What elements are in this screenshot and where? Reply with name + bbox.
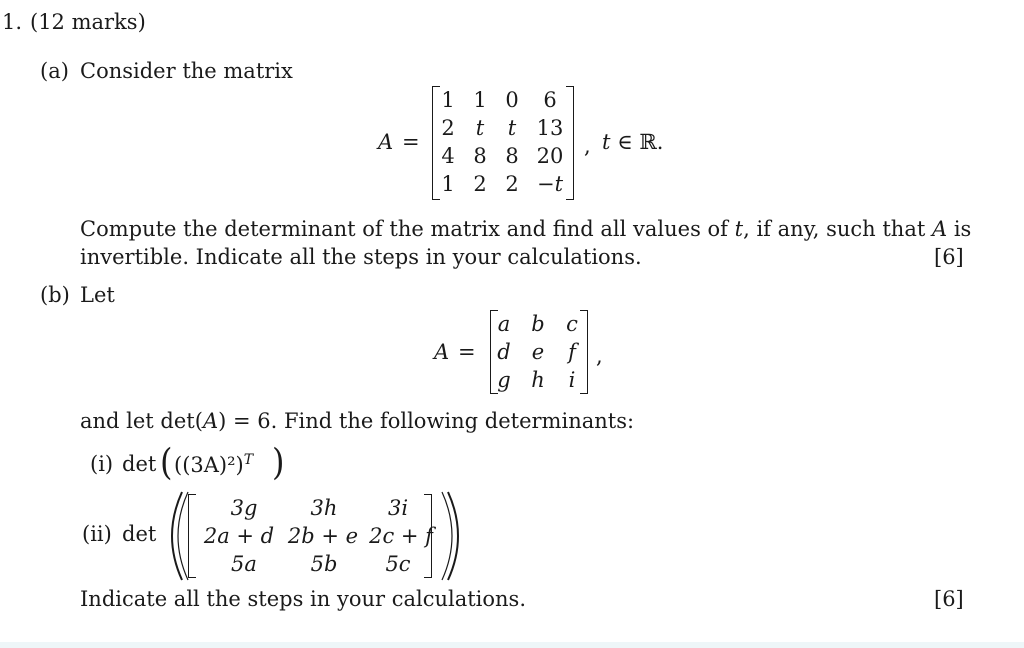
matrix-a-cell: 0 <box>505 88 519 112</box>
part-a-label: (a) <box>40 59 69 83</box>
text-segment: , if any, such that <box>743 217 926 241</box>
matrix-b-cell: d <box>497 340 511 364</box>
text-segment: and let det( <box>80 409 203 433</box>
sub-ii-cell: 3h <box>310 496 338 520</box>
sub-ii-cell: 2b + e <box>287 524 359 548</box>
matrix-b-cell: c <box>566 312 578 336</box>
matrix-a-cell: 8 <box>473 144 487 168</box>
part-a-intro: Consider the matrix <box>80 59 293 83</box>
sub-ii-det: det <box>122 522 157 546</box>
bottom-strip <box>0 642 1024 648</box>
matrix-b <box>490 310 588 394</box>
matrix-a-cell: 1 <box>473 88 487 112</box>
part-a-text-line1 <box>80 217 971 241</box>
part-b-marks: [6] <box>934 587 964 611</box>
matrix-a-cell: 4 <box>441 144 455 168</box>
matrix-b-cell: a <box>497 312 511 336</box>
sub-ii-label: (ii) <box>82 522 112 546</box>
matrix-a-equals: = <box>402 130 420 154</box>
matrix-b-cell: h <box>531 368 545 392</box>
a-variable: A <box>931 217 948 241</box>
matrix-b-cell: i <box>568 368 576 392</box>
sub-i-inner: ((3A)²) <box>174 453 244 477</box>
matrix-a-cell: 8 <box>505 144 519 168</box>
part-b-intro: Let <box>80 283 115 307</box>
sub-i-left-paren: ( <box>160 440 173 484</box>
sub-ii-matrix <box>188 494 432 578</box>
part-b-closing: Indicate all the steps in your calculations. <box>80 587 526 611</box>
matrix-a-cell: 20 <box>536 144 564 168</box>
part-b-label: (b) <box>40 283 70 307</box>
sub-ii-cell: 5c <box>385 552 411 576</box>
matrix-a-cell: −t <box>536 172 564 196</box>
matrix-b-cell: f <box>568 340 576 364</box>
sub-ii-cell: 2a + d <box>203 524 275 548</box>
matrix-b-name: A <box>434 340 450 364</box>
text-segment: Compute the determinant of the matrix and find all values of <box>80 217 728 241</box>
a-variable: A <box>202 409 219 433</box>
sub-i-label: (i) <box>90 452 114 476</box>
real-set-text: ∈ ℝ. <box>610 130 664 154</box>
matrix-b-cell: b <box>531 312 545 336</box>
matrix-a-cell: t <box>507 116 517 140</box>
text-segment: ) = 6. Find the following determinants: <box>218 409 635 433</box>
matrix-a-suffix-comma: , <box>584 134 591 158</box>
sub-ii-outer-left-paren <box>160 490 190 582</box>
sub-ii-cell: 3g <box>230 496 258 520</box>
matrix-a-name: A <box>378 130 394 154</box>
matrix-a-cell: 1 <box>441 172 455 196</box>
matrix-a-cell: 13 <box>536 116 564 140</box>
t-variable: t <box>602 130 611 154</box>
sub-ii-cell: 3i <box>387 496 409 520</box>
part-a-text-line2: invertible. Indicate all the steps in your calculations. <box>80 245 642 269</box>
question-marks: (12 marks) <box>30 10 146 34</box>
matrix-b-suffix-comma: , <box>596 344 603 368</box>
text-segment: is <box>953 217 972 241</box>
sub-i-expression <box>174 452 253 477</box>
part-a-marks: [6] <box>934 245 964 269</box>
matrix-a-cell: t <box>475 116 485 140</box>
sub-i-right-paren: ) <box>272 440 285 484</box>
transpose-superscript: T <box>243 452 254 468</box>
matrix-b-cell: e <box>531 340 545 364</box>
sub-ii-cell: 5b <box>310 552 338 576</box>
matrix-a-suffix <box>602 130 663 154</box>
t-variable: t <box>734 217 744 241</box>
sub-ii-cell: 5a <box>231 552 257 576</box>
part-b-condition <box>80 409 634 433</box>
matrix-a <box>432 86 574 200</box>
matrix-a-cell: 1 <box>441 88 455 112</box>
sub-ii-cell: 2c + f <box>369 524 433 548</box>
matrix-a-cell: 2 <box>473 172 487 196</box>
question-number: 1. <box>2 10 23 34</box>
matrix-a-cell: 2 <box>441 116 455 140</box>
matrix-b-cell: g <box>497 368 511 392</box>
sub-i-det: det <box>122 452 157 476</box>
matrix-a-cell: 6 <box>543 88 557 112</box>
matrix-b-equals: = <box>458 340 476 364</box>
matrix-a-cell: 2 <box>505 172 519 196</box>
